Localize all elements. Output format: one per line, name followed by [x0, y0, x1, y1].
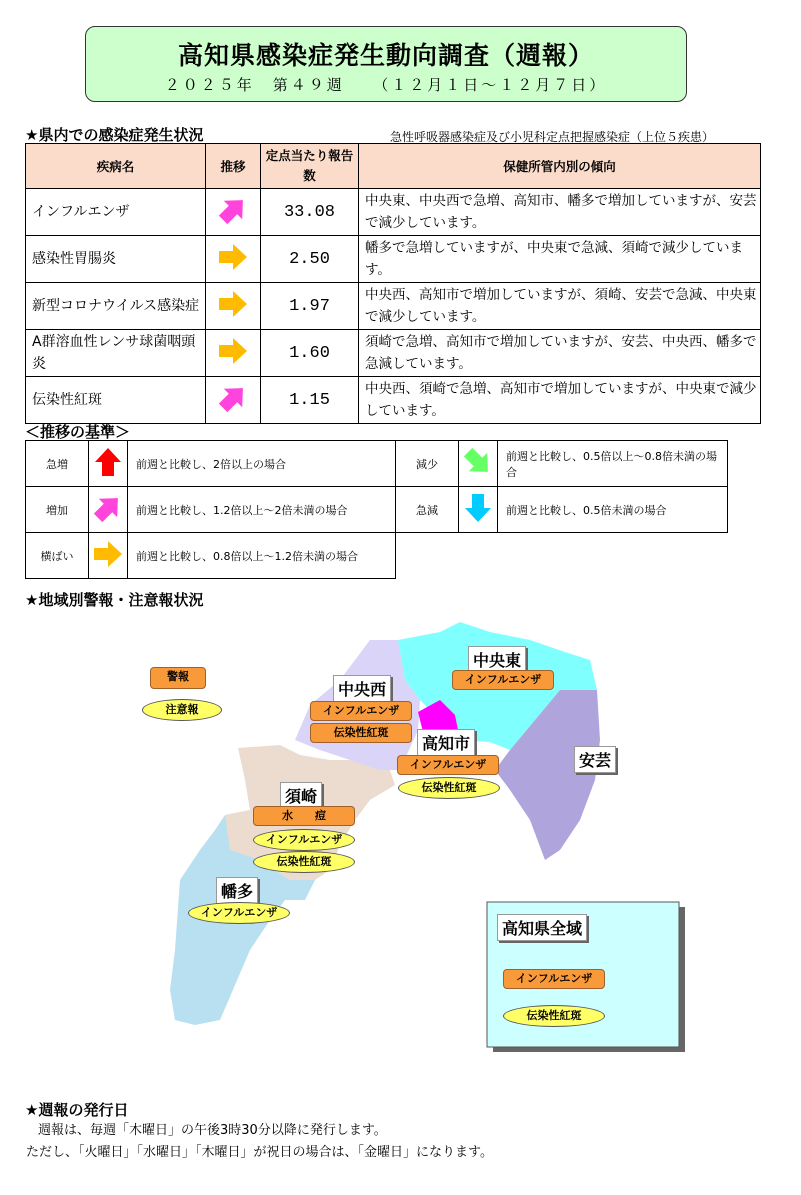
col-header: 疾病名 — [26, 144, 206, 189]
report-value: 33.08 — [261, 189, 359, 236]
table-note: 急性呼吸器感染症及び小児科定点把握感染症（上位５疾患） — [390, 130, 715, 144]
trend-arrow-icon — [90, 447, 126, 477]
col-header: 保健所管内別の傾向 — [359, 144, 761, 189]
trend-arrow-icon — [215, 242, 251, 272]
region-label: 須崎 — [280, 782, 322, 809]
trend-description: 中央西、須崎で急増、高知市で増加していますが、中央東で減少しています。 — [359, 377, 761, 424]
trend-cell — [206, 377, 261, 424]
advisory-badge: 伝染性紅斑 — [503, 1005, 605, 1027]
disease-name: A群溶血性レンサ球菌咽頭炎 — [26, 330, 206, 377]
section-title: ★週報の発行日 — [25, 1101, 129, 1119]
trend-cell — [206, 236, 261, 283]
trend-arrow-icon — [215, 195, 251, 225]
legend-row — [26, 533, 728, 579]
table-row — [26, 377, 761, 424]
trend-description: 須崎で急増、高知市で増加していますが、安芸、中央西、幡多で急減しています。 — [359, 330, 761, 377]
report-value: 1.15 — [261, 377, 359, 424]
trend-arrow-icon — [90, 493, 126, 523]
legend-text: 前週と比較し、1.2倍以上～2倍未満の場合 — [128, 487, 396, 533]
trend-description: 中央西、高知市で増加していますが、須崎、安芸で急減、中央東で減少しています。 — [359, 283, 761, 330]
legend-arrow — [89, 533, 128, 579]
trend-cell — [206, 283, 261, 330]
legend-text: 前週と比較し、0.8倍以上～1.2倍未満の場合 — [128, 533, 396, 579]
page-title: 高知県感染症発生動向調査（週報） — [177, 41, 594, 70]
report-value: 1.97 — [261, 283, 359, 330]
legend-arrow — [89, 487, 128, 533]
table-row — [26, 189, 761, 236]
trend-arrow-icon — [460, 447, 496, 477]
disease-name: 伝染性紅斑 — [26, 377, 206, 424]
advisory-badge: インフルエンザ — [188, 902, 290, 924]
report-value: 2.50 — [261, 236, 359, 283]
legend-arrow — [459, 441, 498, 487]
legend-row — [26, 487, 728, 533]
warning-badge: インフルエンザ — [397, 755, 499, 775]
trend-arrow-icon — [215, 383, 251, 413]
region-label: 安芸 — [574, 746, 616, 773]
legend-label: 急減 — [396, 487, 459, 533]
publish-line: ただし、「火曜日」「水曜日」「木曜日」が祝日の場合は、「金曜日」になります。 — [26, 1145, 493, 1160]
trend-description: 中央東、中央西で急増、高知市、幡多で増加していますが、安芸で減少しています。 — [359, 189, 761, 236]
region-label: 中央東 — [468, 646, 526, 673]
disease-name: 感染性胃腸炎 — [26, 236, 206, 283]
advisory-badge: 伝染性紅斑 — [253, 851, 355, 873]
legend-row — [26, 441, 728, 487]
legend-label: 減少 — [396, 441, 459, 487]
col-header: 推移 — [206, 144, 261, 189]
kochi-map — [0, 600, 801, 1070]
legend-title: ＜推移の基準＞ — [25, 423, 131, 441]
legend-text: 前週と比較し、0.5倍以上～0.8倍未満の場合 — [498, 441, 728, 487]
table-row — [26, 283, 761, 330]
table-row — [26, 236, 761, 283]
trend-legend — [25, 440, 728, 579]
legend-arrow — [459, 487, 498, 533]
report-value: 1.60 — [261, 330, 359, 377]
trend-cell — [206, 189, 261, 236]
region-label: 中央西 — [333, 675, 391, 702]
disease-name: 新型コロナウイルス感染症 — [26, 283, 206, 330]
trend-arrow-icon — [215, 336, 251, 366]
advisory-badge: 伝染性紅斑 — [398, 777, 500, 799]
region-label: 高知県全域 — [497, 914, 587, 941]
legend-label: 急増 — [26, 441, 89, 487]
section-title: ★県内での感染症発生状況 — [25, 126, 204, 144]
warning-badge: インフルエンザ — [503, 969, 605, 989]
warning-badge: インフルエンザ — [310, 701, 412, 721]
warning-badge: 伝染性紅斑 — [310, 723, 412, 743]
publish-info — [26, 1120, 493, 1164]
disease-name: インフルエンザ — [26, 189, 206, 236]
disease-table — [25, 143, 761, 424]
trend-description: 幡多で急増していますが、中央東で急減、須崎で減少しています。 — [359, 236, 761, 283]
trend-arrow-icon — [460, 493, 496, 523]
legend-label: 増加 — [26, 487, 89, 533]
legend-text: 前週と比較し、2倍以上の場合 — [128, 441, 396, 487]
trend-arrow-icon — [90, 539, 126, 569]
legend-text: 前週と比較し、0.5倍未満の場合 — [498, 487, 728, 533]
legend-arrow — [89, 441, 128, 487]
region-label: 幡多 — [216, 877, 258, 904]
trend-arrow-icon — [215, 289, 251, 319]
section-title: ★地域別警報・注意報状況 — [25, 591, 204, 609]
warning-badge: 水 痘 — [253, 806, 355, 826]
report-period: ２０２５年 第４９週 （１２月１日～１２月７日） — [164, 76, 608, 94]
trend-cell — [206, 330, 261, 377]
publish-line: 週報は、毎週「木曜日」の午後3時30分以降に発行します。 — [38, 1123, 387, 1138]
table-row — [26, 330, 761, 377]
advisory-key: 注意報 — [142, 699, 222, 721]
region-label: 高知市 — [417, 729, 475, 756]
report-header — [85, 26, 687, 102]
advisory-badge: インフルエンザ — [253, 829, 355, 851]
col-header: 定点当たり報告数 — [261, 144, 359, 189]
warning-badge: インフルエンザ — [452, 670, 554, 690]
legend-label: 横ばい — [26, 533, 89, 579]
warning-key: 警報 — [150, 667, 206, 689]
